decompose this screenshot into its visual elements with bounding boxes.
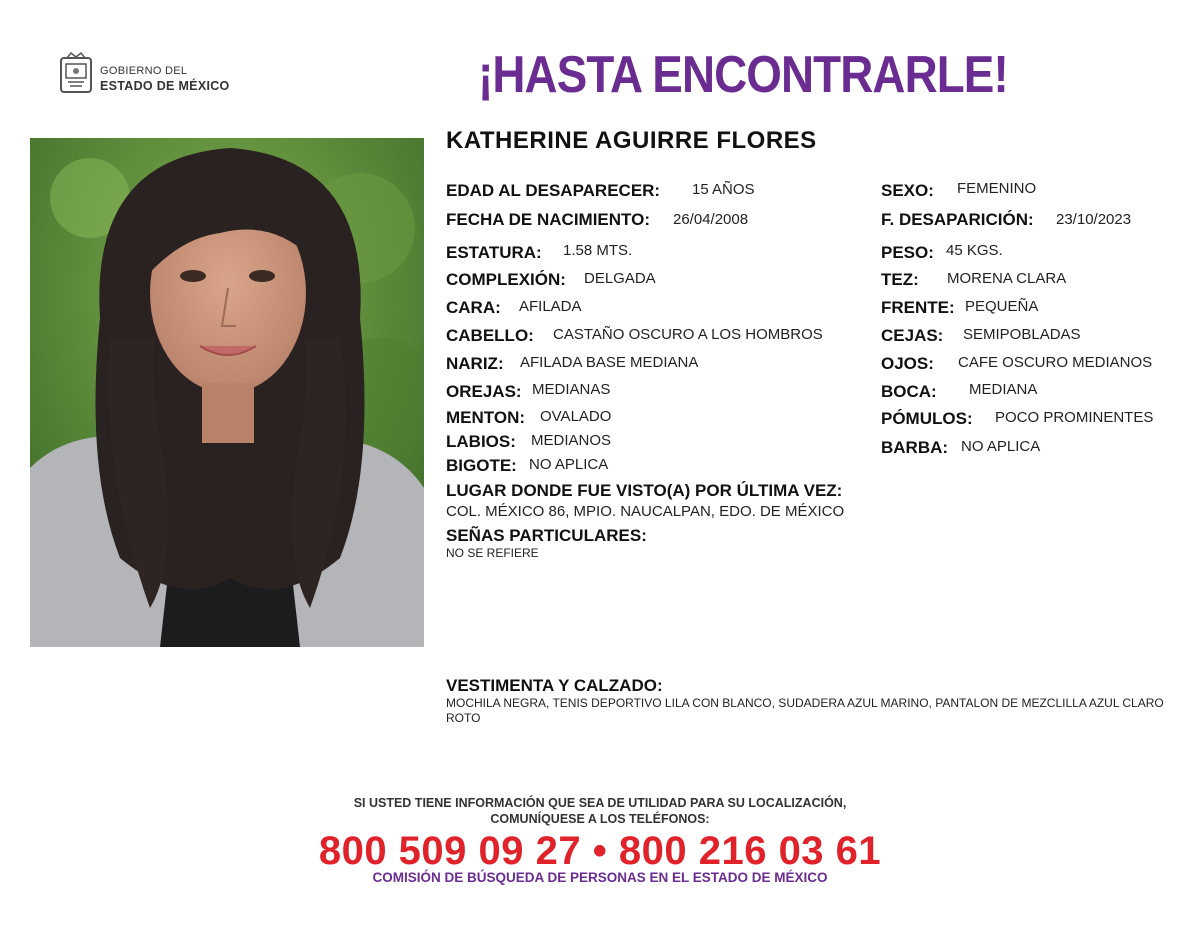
menton-label: MENTON: (446, 408, 526, 427)
boca-value: MEDIANA (969, 381, 1038, 398)
labios-label: LABIOS: (446, 432, 516, 451)
senas-value: NO SE REFIERE (446, 546, 539, 560)
cabello-value: CASTAÑO OSCURO A LOS HOMBROS (553, 326, 823, 343)
complexion-value: DELGADA (584, 270, 656, 287)
labios-value: MEDIANOS (531, 432, 612, 449)
barba-value: NO APLICA (961, 438, 1041, 455)
frente-label: FRENTE: (881, 298, 955, 317)
peso-label: PESO: (881, 243, 934, 262)
complexion-label: COMPLEXIÓN: (446, 270, 566, 289)
cejas-label: CEJAS: (881, 326, 944, 345)
pomulos-value: POCO PROMINENTES (995, 409, 1154, 426)
boca-label: BOCA: (881, 382, 937, 401)
barba-label: BARBA: (881, 438, 949, 457)
senas-label: SEÑAS PARTICULARES: (446, 526, 647, 545)
vestimenta-value: MOCHILA NEGRA, TENIS DEPORTIVO LILA CON BLANCO, SUDADERA AZUL MARINO, PANTALON DE MEZCLILLA AZUL CLARO ROTO (446, 696, 1164, 725)
edad-value: 15 AÑOS (692, 181, 755, 198)
logo-line1: GOBIERNO DEL (100, 65, 188, 77)
pomulos-label: PÓMULOS: (881, 409, 973, 428)
headline: ¡HASTA ENCONTRARLE! (478, 46, 1008, 104)
info-line1: SI USTED TIENE INFORMACIÓN QUE SEA DE UTILIDAD PARA SU LOCALIZACIÓN, (353, 796, 847, 810)
phone-numbers: 800 509 09 27 • 800 216 03 61 (318, 829, 882, 873)
ojos-label: OJOS: (881, 354, 934, 373)
orejas-value: MEDIANAS (532, 381, 611, 398)
bigote-label: BIGOTE: (446, 456, 517, 475)
ojos-value: CAFE OSCURO MEDIANOS (958, 354, 1153, 371)
orejas-label: OREJAS: (446, 382, 522, 401)
nariz-value: AFILADA BASE MEDIANA (520, 354, 699, 371)
cara-value: AFILADA (519, 298, 582, 315)
nacimiento-label: FECHA DE NACIMIENTO: (446, 210, 650, 229)
nacimiento-value: 26/04/2008 (673, 211, 749, 228)
person-photo (30, 138, 424, 647)
desaparicion-value: 23/10/2023 (1056, 211, 1132, 228)
logo-line2: ESTADO DE MÉXICO (100, 79, 230, 93)
lugar-label: LUGAR DONDE FUE VISTO(A) POR ÚLTIMA VEZ: (446, 481, 843, 500)
tez-label: TEZ: (881, 270, 919, 289)
vestimenta-label: VESTIMENTA Y CALZADO: (446, 676, 663, 695)
tez-value: MORENA CLARA (947, 270, 1067, 287)
bigote-value: NO APLICA (529, 456, 609, 473)
sexo-label: SEXO: (881, 181, 934, 200)
coat-of-arms-icon (58, 52, 94, 94)
edad-label: EDAD AL DESAPARECER: (446, 181, 661, 200)
menton-value: OVALADO (540, 408, 612, 425)
person-name: KATHERINE AGUIRRE FLORES (446, 127, 817, 154)
desaparicion-label: F. DESAPARICIÓN: (881, 210, 1034, 229)
lugar-value: COL. MÉXICO 86, MPIO. NAUCALPAN, EDO. DE MÉXICO (446, 503, 845, 520)
cara-label: CARA: (446, 298, 501, 317)
government-logo (58, 52, 248, 96)
frente-value: PEQUEÑA (965, 298, 1039, 315)
cabello-label: CABELLO: (446, 326, 534, 345)
sexo-value: FEMENINO (957, 180, 1037, 197)
info-line2: COMUNÍQUESE A LOS TELÉFONOS: (490, 812, 710, 826)
comision-name: COMISIÓN DE BÚSQUEDA DE PERSONAS EN EL ESTADO DE MÉXICO (372, 870, 828, 885)
nariz-label: NARIZ: (446, 354, 504, 373)
peso-value: 45 KGS. (946, 242, 1003, 259)
cejas-value: SEMIPOBLADAS (963, 326, 1081, 343)
estatura-label: ESTATURA: (446, 243, 542, 262)
estatura-value: 1.58 MTS. (563, 242, 633, 259)
